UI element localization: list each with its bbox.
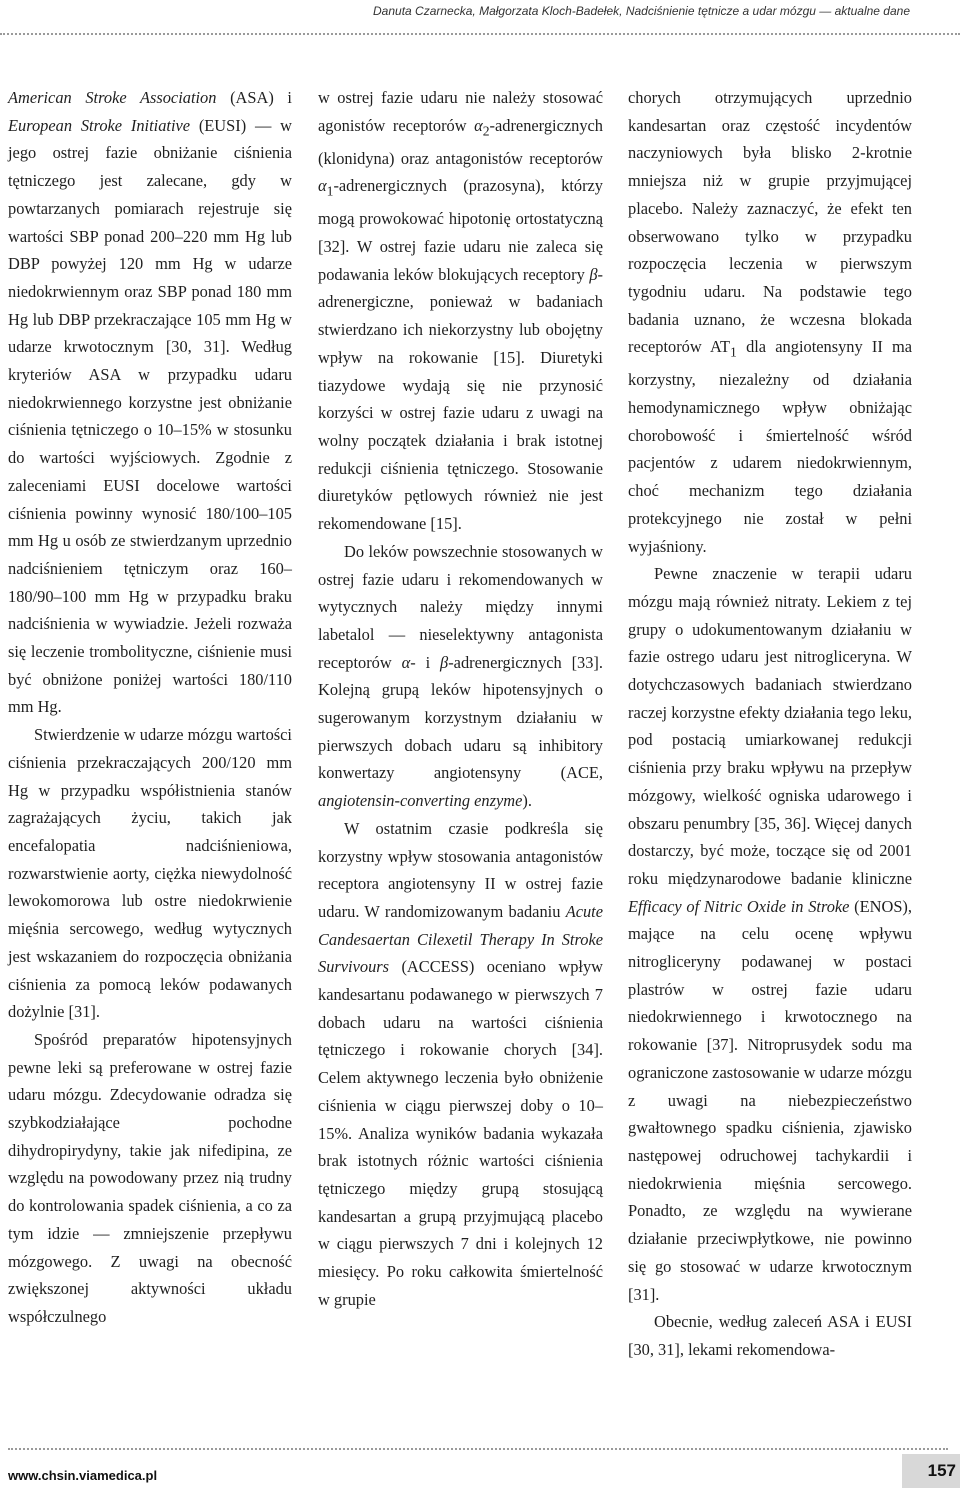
running-title: Danuta Czarnecka, Małgorzata Kloch-Badełek, Nadciśnienie tętnicze a udar mózgu — aktualne dane [373, 4, 910, 18]
paragraph: w ostrej fazie udaru nie należy stosować agonistów receptorów $\alpha_2$-adrenergicznych (klonidyna) oraz antagonistów receptorów $\alpha_1$-adrenergicznych (prazosyna), którzy mogą prowokować hipotonię ortostatyczną [32]. W ostrej fazie udaru nie zaleca się podawania leków blokujących receptory β-adrenergiczne, ponieważ w badaniach stwierdzano ich niekorzystny lub obojętny wpływ na rokowanie [15]. Diuretyki tiazydowe wydają się nie przynosić korzyści w ostrej fazie udaru z uwagi na wolny początek działania i brak istotnej redukcji ciśnienia tętniczego. Stosowanie diuretyków pętlowych również nie jest rekomendowane [15]. [318, 88, 603, 534]
text-column-3 [628, 84, 912, 1364]
paragraph: Pewne znaczenie w terapii udaru mózgu mają również nitraty. Lekiem z tej grupy o udokumentowanym działaniu w fazie ostrego udaru jest nitrogliceryna. W dotychczasowych badaniach stwierdzano raczej korzystne efekty działania tego leku, pod postacią umiarkowanej redukcji ciśnienia przy braku wpływu na przepływ mózgowy, wielkość ogniska udarowego i obszaru penumbry [35, 36]. Więcej danych dostarczy, być może, toczące się od 2001 roku międzynarodowe badanie kliniczne Efficacy of Nitric Oxide in Stroke (ENOS), mające na celu ocenę wpływu nitrogliceryny podawanej w postaci plastrów w ostrej fazie udaru niedokrwiennego i krwotocznego na rokowanie [37]. Nitroprusydek sodu ma ograniczone zastosowanie w udarze mózgu z uwagi na niebezpieczeństwo gwałtownego spadku ciśnienia, zjawisko następowej odruchowej tachykardii i niedokrwienia mięśnia sercowego. Ponadto, ze względu na wywierane działanie przeciwpłytkowe, nie powinno się go stosować w udarze krwotocznym [31]. [628, 564, 912, 1304]
page-number: 157 [927, 1461, 956, 1480]
paragraph: chorych otrzymujących uprzednio kandesartan oraz częstość incydentów naczyniowych była blisko 2-krotnie mniejsza niż w grupie przyjmującej placebo. Należy zaznaczyć, że efekt ten obserwowano tylko w przypadku rozpoczęcia leczenia w pierwszym tygodniu udaru. Na podstawie tego badania uznano, że wczesna blokada receptorów $AT_1$ dla angiotensyny II ma korzystny, niezależny od działania hemodynamicznego wpływ obniżając chorobowość i śmiertelność wśród pacjentów z udarem niedokrwiennym, choć mechanizm tego działania protekcyjnego nie został w pełni wyjaśniony. [628, 88, 912, 556]
page-number-box [902, 1454, 960, 1488]
paragraph: Spośród preparatów hipotensyjnych pewne leki są preferowane w ostrej fazie udaru mózgu. Zdecydowanie odradza się szybkodziałające pochodne dihydropirydyny, takie jak nifedipina, ze względu na powodowany przez nią trudny do kontrolowania spadek ciśnienia, a co za tym idzie — zmniejszenie przepływu mózgowego. Z uwagi na obecność zwiększonej aktywności układu współczulnego [8, 1029, 292, 1326]
running-header [0, 0, 960, 34]
page-footer [0, 1442, 960, 1488]
paragraph: Do leków powszechnie stosowanych w ostrej fazie udaru i rekomendowanych w wytycznych należy między innymi labetalol — nieselektywny antagonista receptorów α- i β-adrenergicznych [33]. Kolejną grupą leków hipotensyjnych o sugerowanym korzystnym działaniu w pierwszych dobach udaru są inhibitory konwertazy angiotensyny (ACE, angiotensin-converting enzyme). [318, 541, 603, 811]
paragraph: W ostatnim czasie podkreśla się korzystny wpływ stosowania antagonistów receptora angiotensyny II w ostrej fazie udaru. W randomizowanym badaniu Acute Candesaertan Cilexetil Therapy In Stroke Survivours (ACCESS) oceniano wpływ kandesartanu podawanego w pierwszych 7 dobach udaru na wartości ciśnienia tętniczego i rokowanie chorych [34]. Celem aktywnego leczenia było obniżenie ciśnienia w ciągu pierwszej doby o 10–15%. Analiza wyników badania wykazała brak istotnych różnic wartości ciśnienia tętniczego między grupą stosującą kandesartan a grupą przyjmującą placebo w ciągu pierwszych 7 dni i kolejnych 12 miesięcy. Po roku całkowita śmiertelność w grupie [318, 818, 603, 1309]
header-divider [0, 33, 960, 35]
text-column-2 [318, 84, 603, 1314]
journal-url[interactable]: www.chsin.viamedica.pl [8, 1468, 158, 1483]
paragraph: Stwierdzenie w udarze mózgu wartości ciśnienia przekraczających 200/120 mm Hg w przypadku współistnienia stanów zagrażających życiu, takich jak encefalopatia nadciśnieniowa, rozwarstwienie aorty, ciężka niewydolność lewokomorowa lub ostre niedokrwienie mięśnia sercowego, według wytycznych jest wskazaniem do rozpoczęcia obniżania ciśnienia za pomocą leków podawanych dożylnie [31]. [8, 725, 292, 1022]
paragraph: American Stroke Association (ASA) i European Stroke Initiative (EUSI) — w jego ostrej fazie obniżanie ciśnienia tętniczego jest zalecane, gdy w powtarzanych pomiarach rejestruje się wartości SBP ponad 200–220 mm Hg lub DBP powyżej 120 mm Hg w udarze niedokrwiennym oraz SBP ponad 180 mm Hg lub DBP przekraczające 105 mm Hg w udarze krwotocznym [30, 31]. Według kryteriów ASA w przypadku udaru niedokrwiennego korzystne jest obniżanie ciśnienia tętniczego o 10–15% w stosunku do wartości wyjściowych. Zgodnie z zaleceniami EUSI docelowe wartości ciśnienia powinny wynosić 180/100–105 mm Hg u osób ze stwierdzanym uprzednio nadciśnieniem tętniczym oraz 160–180/90–100 mm Hg w przypadku braku nadciśnienia w wywiadzie. Jeżeli rozważa się leczenie trombolityczne, ciśnienie musi być obniżone poniżej wartości 180/110 mm Hg. [8, 88, 292, 717]
paragraph: Obecnie, według zaleceń ASA i EUSI [30, 31], lekami rekomendowa- [628, 1312, 912, 1359]
footer-divider [8, 1448, 948, 1450]
text-column-1 [8, 84, 292, 1331]
